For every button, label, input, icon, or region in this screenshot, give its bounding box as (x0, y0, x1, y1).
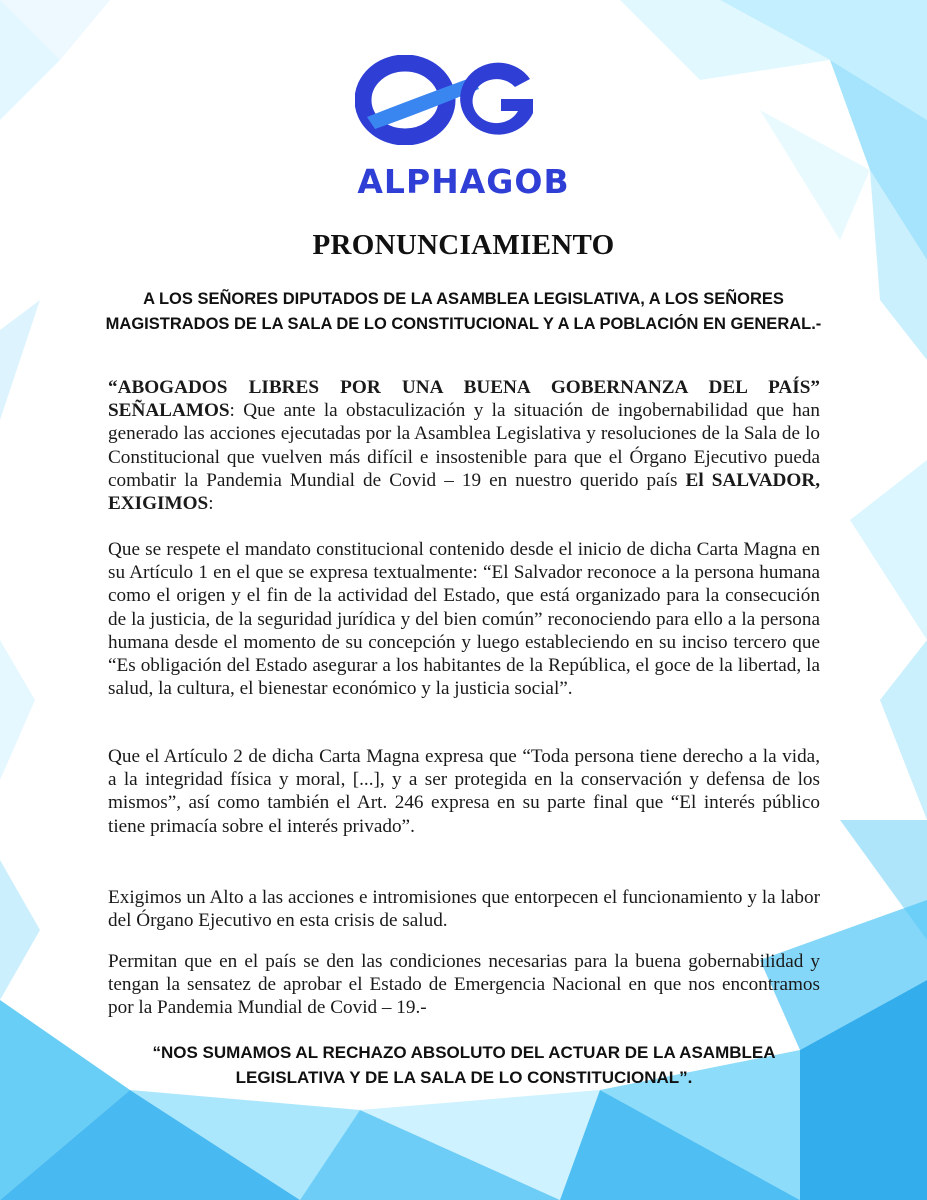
alphagob-logo-icon (355, 55, 545, 145)
lead-verb: SEÑALAMOS (108, 400, 230, 422)
page-title: PRONUNCIAMIENTO (312, 229, 615, 261)
paragraph-article-1: Que se respete el mandato constitucional contenido desde el inicio de dicha Carta Magna en su Artículo 1 en el que se expresa textualmente: “El Salvador reconoce a la persona humana como el origen y el fin de la actividad del Estado, que está organizado para la consecución de la justicia, de la seguridad jurídica y del bien común” reconociendo para ello a la persona humana desde el momento de su concepción y luego estableciendo en su inciso tercero que “Es obligación del Estado asegurar a los habitantes de la República, el goce de la libertad, la salud, la cultura, el bienestar económico y la justicia social”. (108, 539, 820, 700)
addressee-heading: A LOS SEÑORES DIPUTADOS DE LA ASAMBLEA LEGISLATIVA, A LOS SEÑORES MAGISTRADOS DE LA SALA DE LO CONSTITUCIONAL Y A LA POBLACIÓN EN GENERAL.- (105, 290, 822, 333)
lead-paragraph (108, 376, 820, 515)
lead-emphasis: El SALVADOR, EXIGIMOS (108, 469, 820, 515)
lead-quote: “ABOGADOS LIBRES POR UNA BUENA GOBERNANZA DEL PAÍS” (108, 377, 820, 398)
paragraph-permitan: Permitan que en el país se den las condiciones necesarias para la buena gobernabilidad y tengan la sensatez de aprobar el Estado de Emergencia Nacional en que nos encontramos por la Pandemia Mundial de Covid – 19.- (108, 951, 820, 1019)
lead-text: : Que ante la obstaculización y la situación de ingobernabilidad que han generado las acciones ejecutadas por la Asamblea Legislativa y resoluciones de la Sala de lo Constitucional que vuelven más difícil e insostenible para que el Órgano Ejecutivo pueda combatir la Pandemia Mundial de Covid – 19 en nuestro querido país (108, 400, 820, 491)
closing-statement: “NOS SUMAMOS AL RECHAZO ABSOLUTO DEL ACTUAR DE LA ASAMBLEA LEGISLATIVA Y DE LA SALA DE LO CONSTITUCIONAL”. (152, 1043, 776, 1087)
paragraph-article-2: Que el Artículo 2 de dicha Carta Magna expresa que “Toda persona tiene derecho a la vida, a la integridad física y moral, [...], y a ser protegida en la conservación y defensa de los mismos”, así como también el Art. 246 expresa en su parte final que “El interés público tiene primacía sobre el interés privado”. (108, 746, 820, 837)
brand-name: ALPHAGOB (357, 162, 570, 201)
lead-end: : (208, 493, 214, 515)
paragraph-exigimos: Exigimos un Alto a las acciones e intromisiones que entorpecen el funcionamiento y la labor del Órgano Ejecutivo en esta crisis de salud. (108, 887, 820, 932)
